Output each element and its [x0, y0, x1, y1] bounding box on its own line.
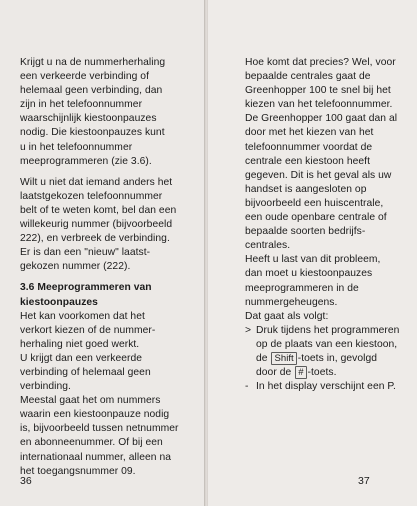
step-1-line-4-after: -toets. — [307, 367, 337, 379]
left-paragraph-1-line: nodig. Die kiestoonpauzes kunt — [20, 127, 165, 139]
left-paragraph-3-line: waarin een kiestoonpauze nodig — [20, 409, 170, 421]
right-paragraph-1-line: Greenhopper 100 te snel bij het — [245, 85, 391, 97]
left-paragraph-3-line: U krijgt dan een verkeerde — [20, 352, 143, 364]
right-paragraph-1-line: bepaalde centrales gaat de — [245, 71, 371, 83]
step-1-line-1: Druk tijdens het programmeren — [256, 324, 400, 336]
step-2-marker: - — [245, 381, 249, 393]
right-paragraph-1-line: handset is aangesloten op — [245, 183, 367, 195]
right-text-column — [245, 56, 410, 394]
left-paragraph-3-line: internationaal nummer, alleen na — [20, 451, 171, 463]
hash-key-icon: # — [295, 366, 306, 379]
left-paragraph-2-line: belt of te weten komt, bel dan een — [20, 204, 177, 216]
left-paragraph-3-line: verkort kiezen of de nummer- — [20, 324, 156, 336]
right-paragraph-1-line: De Greenhopper 100 gaat dan al — [245, 113, 398, 125]
step-2-line-1: In het display verschijnt een P. — [256, 381, 396, 393]
left-paragraph-1-line: waarschijnlijk kiestoonpauzes — [20, 113, 157, 125]
left-page — [0, 0, 205, 506]
right-paragraph-1-line: gegeven. Dit is het geval als uw — [245, 169, 392, 181]
left-paragraph-1-line: u in het telefoonnummer — [20, 141, 133, 153]
left-paragraph-2-line: laatstgekozen telefoonnummer — [20, 190, 163, 202]
right-paragraph-1-line: kiezen van het telefoonnummer. — [245, 99, 393, 111]
page-number-left: 36 — [20, 475, 32, 487]
right-paragraph-1-line: door met het kiezen van het — [245, 127, 374, 139]
step-1-line-2: op de plaats van een kiestoon, — [256, 338, 398, 350]
right-paragraph-1-line: Hoe komt dat precies? Wel, voor — [245, 57, 396, 68]
instruction-step-1 — [245, 324, 410, 380]
left-paragraph-3 — [20, 310, 195, 479]
section-heading-line: 3.6 Meeprogrammeren van — [20, 282, 152, 294]
right-paragraph-1-line: meeprogrammeren in de — [245, 282, 359, 294]
left-paragraph-1-line: Krijgt u na de nummerherhaling — [20, 57, 166, 68]
right-paragraph-1-line: een oude openbare centrale of — [245, 212, 387, 224]
left-paragraph-2-line: Er is dan een "nieuw" laatst- — [20, 247, 151, 259]
right-page — [208, 0, 417, 506]
shift-key-icon: Shift — [271, 352, 296, 365]
left-paragraph-2-line: gekozen nummer (222). — [20, 261, 131, 273]
right-paragraph-1-line: nummergeheugens. — [245, 296, 338, 308]
right-paragraph-1-line: bepaalde soorten bedrijfs- — [245, 226, 366, 238]
left-paragraph-2-line: Wilt u niet dat iemand anders het — [20, 176, 173, 188]
right-paragraph-1-line: bijvoorbeeld een huiscentrale, — [245, 197, 384, 209]
right-paragraph-1 — [245, 56, 410, 324]
right-paragraph-1-line: Dat gaat als volgt: — [245, 310, 329, 322]
left-paragraph-3-line: Meestal gaat het om nummers — [20, 395, 161, 407]
right-paragraph-1-line: centrales. — [245, 240, 291, 252]
right-paragraph-1-line: centrale een kiestoon heeft — [245, 155, 370, 167]
left-paragraph-1-line: meeprogrammeren (zie 3.6). — [20, 155, 152, 167]
right-paragraph-1-line: telefoonnummer voordat de — [245, 141, 373, 153]
page-number-right: 37 — [358, 475, 370, 487]
left-paragraph-3-line: verbinding of helemaal geen — [20, 366, 151, 378]
left-paragraph-1 — [20, 56, 195, 169]
left-paragraph-3-line: en abonneenummer. Of bij een — [20, 437, 163, 449]
step-1-line-4-before: door de — [256, 367, 295, 379]
instruction-step-2 — [245, 380, 410, 394]
right-paragraph-1-line: dan moet u kiestoonpauzes — [245, 268, 373, 280]
left-paragraph-1-line: een verkeerde verbinding of — [20, 71, 149, 83]
left-paragraph-2-line: willekeurig nummer (bijvoorbeeld — [20, 219, 173, 231]
left-paragraph-3-line: het toegangsnummer 09. — [20, 465, 136, 477]
step-1-line-3-after: -toets in, gevolgd — [297, 352, 378, 364]
section-heading-3-6 — [20, 281, 195, 309]
step-1-line-3-before: de — [256, 352, 271, 364]
left-paragraph-3-line: is, bijvoorbeeld tussen netnummer — [20, 423, 179, 435]
section-heading-line: kiestoonpauzes — [20, 296, 98, 308]
left-paragraph-2 — [20, 176, 195, 275]
left-paragraph-2-line: 222), en verbreek de verbinding. — [20, 233, 170, 245]
left-paragraph-3-line: verbinding. — [20, 381, 71, 393]
left-paragraph-3-line: Het kan voorkomen dat het — [20, 310, 145, 322]
left-paragraph-1-line: helemaal geen verbinding, dan — [20, 85, 163, 97]
left-paragraph-1-line: zijn in het telefoonnummer — [20, 99, 143, 111]
step-1-marker: > — [245, 324, 252, 336]
right-paragraph-1-line: Heeft u last van dit probleem, — [245, 254, 381, 266]
left-paragraph-3-line: herhaling niet goed werkt. — [20, 338, 140, 350]
left-text-column — [20, 56, 195, 479]
